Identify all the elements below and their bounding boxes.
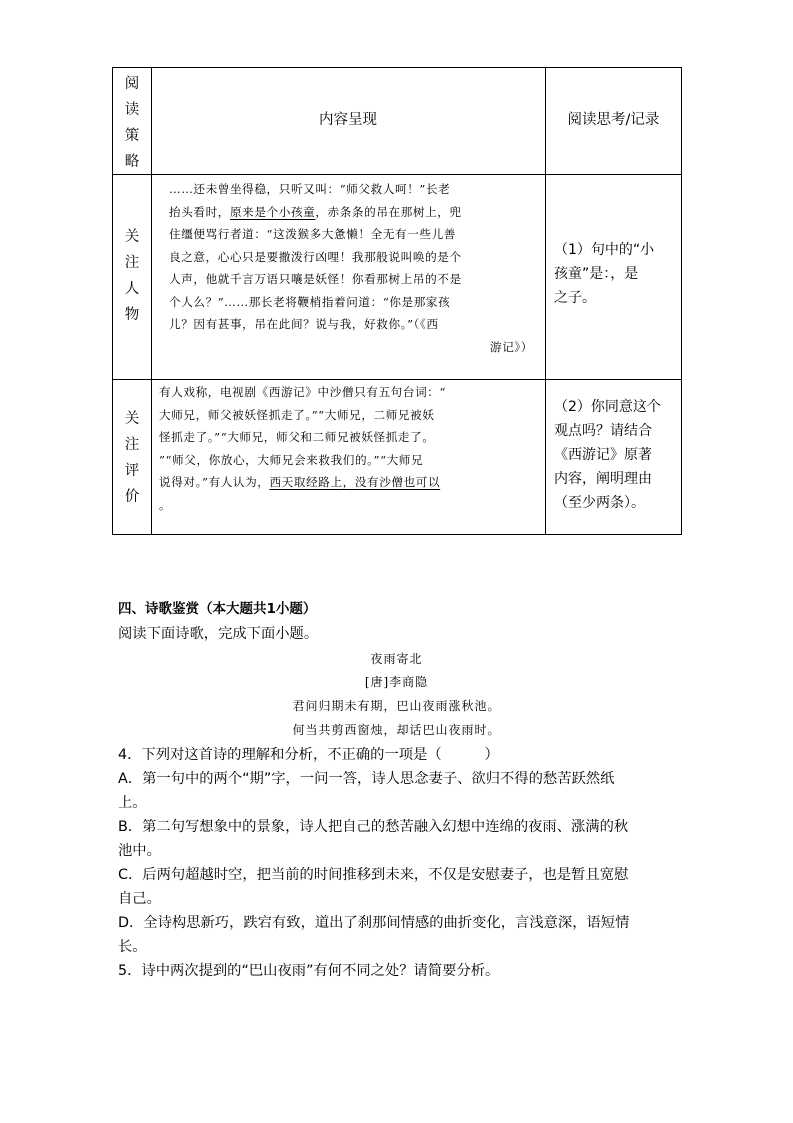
excerpt-line: 儿？因有甚事，吊在此间？说与我，好救你。”（《西 xyxy=(169,317,439,331)
underlined-phrase: 西天取经路上，没有沙僧也可以 xyxy=(269,475,441,489)
excerpt-line: 游记》） xyxy=(490,339,533,354)
excerpt-line: 抬头看时，原来是个小孩童，赤条条的吊在那树上，兜 xyxy=(169,204,462,219)
row2-notes: （2）你同意这个 观点吗？请结合 《西游记》原著 内容，阐明理由 （至少两条）。 xyxy=(554,399,661,511)
option-c-continued: 自己。 xyxy=(118,891,161,907)
option-d-continued: 长。 xyxy=(118,939,147,955)
excerpt-line: 良之意，心心只是要撒泼行凶哩！我那般说叫唤的是个 xyxy=(169,249,462,264)
row2-excerpt xyxy=(159,381,539,516)
excerpt-line: ”“师父，你放心，大师兄会来救我们的。”“大师兄 xyxy=(159,452,424,467)
excerpt-line: 。 xyxy=(159,497,172,512)
header-notes-label: 阅读思考/记录 xyxy=(567,112,660,128)
section-title: 四、诗歌鉴赏（本大题共1小题） xyxy=(118,601,317,617)
header-strategy-cell: 阅 读 策 略 xyxy=(124,76,140,170)
excerpt-line: 说得对。”有人认为，西天取经路上，没有沙僧也可以 xyxy=(159,475,441,489)
question-4-stem: 4．下列对这首诗的理解和分析，不正确的一项是（ ） xyxy=(118,747,499,763)
question-5: 5．诗中两次提到的“巴山夜雨”有何不同之处？请简要分析。 xyxy=(118,963,500,979)
excerpt-line: 有人戏称，电视剧《西游记》中沙僧只有五句台词：“ xyxy=(159,385,446,399)
row2-strategy-cell: 关 注 评 价 xyxy=(124,411,140,505)
poem-line: 何当共剪西窗烛，却话巴山夜雨时。 xyxy=(292,723,501,737)
header-content-label: 内容呈现 xyxy=(319,112,377,128)
reading-strategy-table xyxy=(112,67,682,535)
excerpt-line: ……还未曾坐得稳，只听又叫：“师父救人呵！”长老 xyxy=(169,182,451,196)
table-divider xyxy=(151,68,152,534)
option-c: C．后两句超越时空，把当前的时间推移到未来，不仅是安慰妻子，也是暂且宽慰 xyxy=(118,867,629,883)
table-divider xyxy=(113,379,681,380)
option-b: B．第二句写想象中的景象，诗人把自己的愁苦融入幻想中连绵的夜雨、涨满的秋 xyxy=(118,819,629,835)
row1-strategy-cell: 关 注 人 物 xyxy=(124,229,140,323)
excerpt-line: 个人么？”……那长老将鞭梢指着问道：“你是那家孩 xyxy=(169,294,451,309)
poem-author: [唐]李商隐 xyxy=(364,675,429,689)
underlined-phrase: 原来是个小孩童 xyxy=(229,204,316,219)
table-divider xyxy=(545,68,546,534)
option-a: A．第一句中的两个“期”字，一问一答，诗人思念妻子、欲归不得的愁苦跃然纸 xyxy=(118,771,615,787)
table-divider xyxy=(113,174,681,175)
poem-title: 夜雨寄北 xyxy=(370,652,423,666)
excerpt-line: 大师兄，师父被妖怪抓走了。”“大师兄，二师兄被妖 xyxy=(159,407,435,422)
row1-notes: （1）句中的“小 孩童”是：，是 之子。 xyxy=(554,242,655,306)
instruction-text: 阅读下面诗歌，完成下面小题。 xyxy=(118,626,319,642)
option-b-continued: 池中。 xyxy=(118,843,161,859)
poem-line: 君问归期未有期，巴山夜雨涨秋池。 xyxy=(292,699,501,713)
row1-excerpt xyxy=(169,178,539,358)
option-d: D．全诗构思新巧，跌宕有致，道出了刹那间情感的曲折变化，言浅意深，语短情 xyxy=(118,915,630,931)
option-a-continued: 上。 xyxy=(118,795,147,811)
excerpt-line: 怪抓走了。”“大师兄，师父和二师兄被妖怪抓走了。 xyxy=(159,430,435,444)
excerpt-line: 住缰便骂行者道：“这泼猴多大惫懒！全无有一些儿善 xyxy=(169,227,456,241)
excerpt-line: 人声，他就千言万语只嚷是妖怪！你看那树上吊的不是 xyxy=(169,272,462,286)
